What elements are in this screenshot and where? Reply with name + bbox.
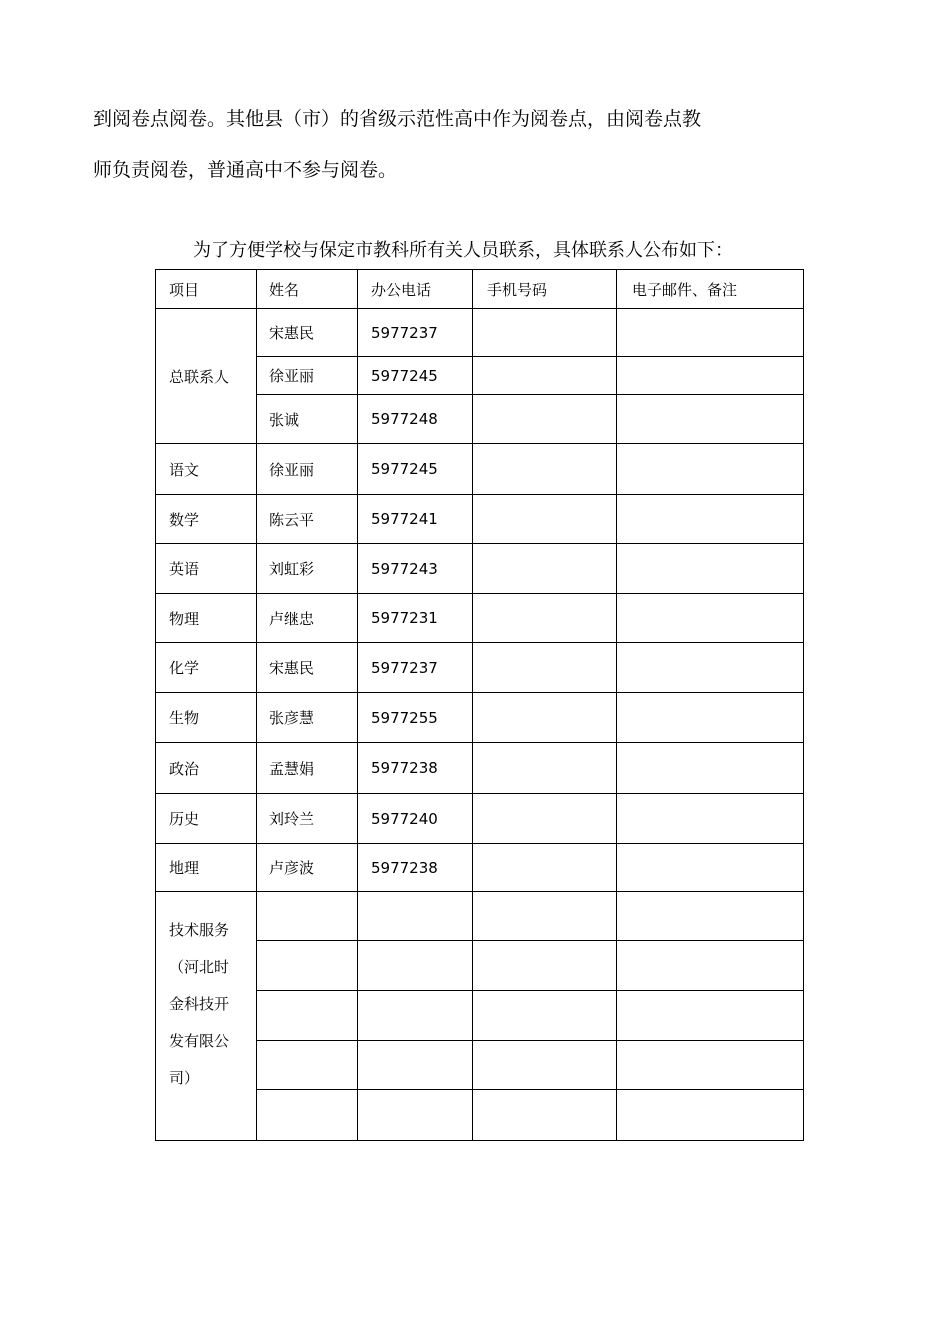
name-cell: 张诚 bbox=[257, 395, 358, 444]
email-cell bbox=[617, 693, 804, 743]
mobile-cell bbox=[473, 1090, 617, 1141]
table-row bbox=[156, 444, 804, 495]
mobile-cell bbox=[473, 693, 617, 743]
phone-cell: 5977255 bbox=[358, 693, 473, 743]
tech-service-line: 技术服务 bbox=[169, 921, 230, 939]
name-cell: 宋惠民 bbox=[257, 643, 358, 693]
name-cell bbox=[257, 1041, 358, 1090]
table-row bbox=[156, 743, 804, 794]
project-cell: 数学 bbox=[156, 495, 257, 544]
mobile-cell bbox=[473, 1041, 617, 1090]
project-cell: 历史 bbox=[156, 794, 257, 844]
name-cell bbox=[257, 941, 358, 991]
mobile-cell bbox=[473, 544, 617, 594]
name-cell: 刘玲兰 bbox=[257, 794, 358, 844]
mobile-cell bbox=[473, 395, 617, 444]
email-cell bbox=[617, 1041, 804, 1090]
email-cell bbox=[617, 1090, 804, 1141]
email-cell bbox=[617, 544, 804, 594]
name-cell: 卢继忠 bbox=[257, 594, 358, 643]
mobile-cell bbox=[473, 892, 617, 941]
email-cell bbox=[617, 941, 804, 991]
project-cell: 生物 bbox=[156, 693, 257, 743]
mobile-cell bbox=[473, 495, 617, 544]
phone-cell: 5977241 bbox=[358, 495, 473, 544]
email-cell bbox=[617, 357, 804, 395]
name-cell: 徐亚丽 bbox=[257, 357, 358, 395]
table-row bbox=[156, 309, 804, 357]
project-cell: 总联系人 bbox=[156, 309, 257, 444]
phone-cell: 5977231 bbox=[358, 594, 473, 643]
name-cell: 张彦慧 bbox=[257, 693, 358, 743]
tech-service-line: 司） bbox=[169, 1069, 200, 1087]
tech-service-line: 发有限公 bbox=[169, 1032, 230, 1050]
email-cell bbox=[617, 444, 804, 495]
phone-cell: 5977237 bbox=[358, 643, 473, 693]
table-caption: 为了方便学校与保定市教科所有关人员联系，具体联系人公布如下： bbox=[193, 240, 733, 261]
email-cell bbox=[617, 794, 804, 844]
name-cell: 徐亚丽 bbox=[257, 444, 358, 495]
table-row bbox=[156, 794, 804, 844]
email-cell bbox=[617, 395, 804, 444]
table-row bbox=[156, 892, 804, 941]
project-cell: 英语 bbox=[156, 544, 257, 594]
project-cell: 政治 bbox=[156, 743, 257, 794]
header-email-notes: 电子邮件、备注 bbox=[617, 270, 804, 309]
email-cell bbox=[617, 743, 804, 794]
email-cell bbox=[617, 991, 804, 1041]
table-row bbox=[156, 643, 804, 693]
mobile-cell bbox=[473, 941, 617, 991]
header-project: 项目 bbox=[156, 270, 257, 309]
table-row bbox=[156, 495, 804, 544]
table-header-row bbox=[156, 270, 804, 309]
name-cell: 孟慧娟 bbox=[257, 743, 358, 794]
name-cell bbox=[257, 1090, 358, 1141]
header-name: 姓名 bbox=[257, 270, 358, 309]
email-cell bbox=[617, 309, 804, 357]
tech-service-cell bbox=[156, 892, 257, 1141]
contact-table bbox=[155, 269, 804, 1141]
mobile-cell bbox=[473, 643, 617, 693]
tech-service-line: 金科技开 bbox=[169, 995, 230, 1013]
name-cell: 刘虹彩 bbox=[257, 544, 358, 594]
phone-cell: 5977245 bbox=[358, 444, 473, 495]
mobile-cell bbox=[473, 309, 617, 357]
mobile-cell bbox=[473, 991, 617, 1041]
phone-cell bbox=[358, 892, 473, 941]
phone-cell: 5977243 bbox=[358, 544, 473, 594]
mobile-cell bbox=[473, 794, 617, 844]
phone-cell: 5977238 bbox=[358, 743, 473, 794]
name-cell: 卢彦波 bbox=[257, 844, 358, 892]
phone-cell: 5977237 bbox=[358, 309, 473, 357]
paragraph-line-2: 师负责阅卷，普通高中不参与阅卷。 bbox=[93, 159, 398, 181]
phone-cell bbox=[358, 941, 473, 991]
email-cell bbox=[617, 892, 804, 941]
phone-cell: 5977238 bbox=[358, 844, 473, 892]
name-cell: 陈云平 bbox=[257, 495, 358, 544]
mobile-cell bbox=[473, 357, 617, 395]
name-cell bbox=[257, 892, 358, 941]
name-cell: 宋惠民 bbox=[257, 309, 358, 357]
phone-cell bbox=[358, 1041, 473, 1090]
phone-cell bbox=[358, 1090, 473, 1141]
paragraph-line-1: 到阅卷点阅卷。其他县（市）的省级示范性高中作为阅卷点，由阅卷点教 bbox=[93, 108, 702, 130]
mobile-cell bbox=[473, 743, 617, 794]
name-cell bbox=[257, 991, 358, 1041]
project-cell: 化学 bbox=[156, 643, 257, 693]
mobile-cell bbox=[473, 444, 617, 495]
email-cell bbox=[617, 844, 804, 892]
table-row bbox=[156, 544, 804, 594]
mobile-cell bbox=[473, 844, 617, 892]
phone-cell: 5977248 bbox=[358, 395, 473, 444]
header-office-phone: 办公电话 bbox=[358, 270, 473, 309]
email-cell bbox=[617, 495, 804, 544]
project-cell: 地理 bbox=[156, 844, 257, 892]
table-row bbox=[156, 693, 804, 743]
mobile-cell bbox=[473, 594, 617, 643]
table-row bbox=[156, 844, 804, 892]
email-cell bbox=[617, 643, 804, 693]
table-row bbox=[156, 594, 804, 643]
phone-cell: 5977240 bbox=[358, 794, 473, 844]
project-cell: 物理 bbox=[156, 594, 257, 643]
project-cell: 语文 bbox=[156, 444, 257, 495]
tech-service-line: （河北时 bbox=[169, 958, 230, 976]
email-cell bbox=[617, 594, 804, 643]
phone-cell bbox=[358, 991, 473, 1041]
phone-cell: 5977245 bbox=[358, 357, 473, 395]
header-mobile: 手机号码 bbox=[473, 270, 617, 309]
